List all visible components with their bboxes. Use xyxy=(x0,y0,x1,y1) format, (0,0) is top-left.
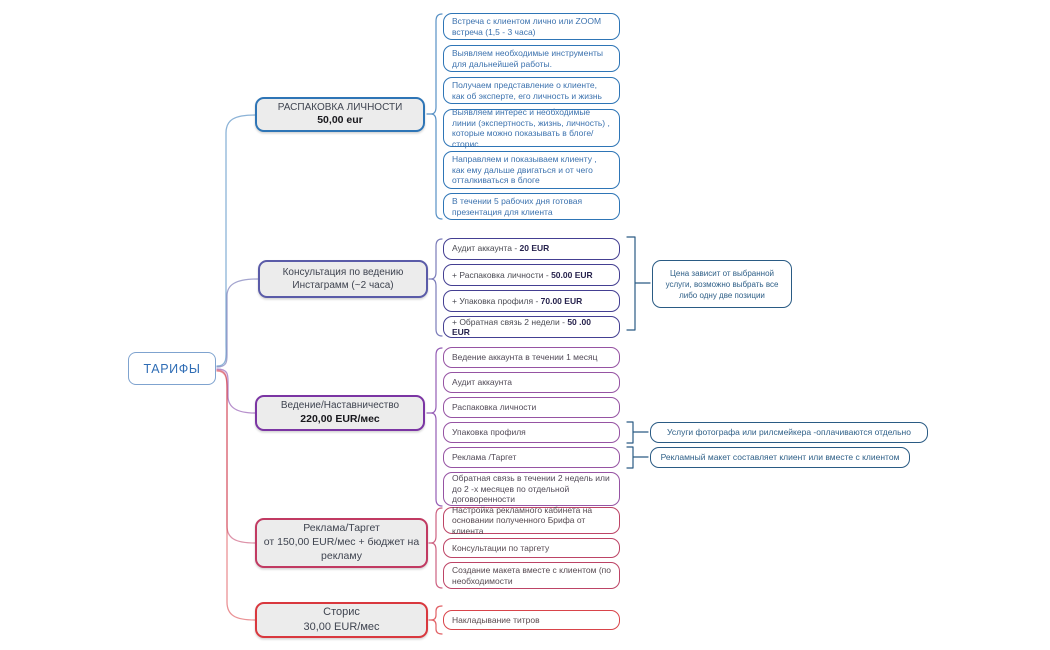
branch-price: 50,00 eur xyxy=(317,114,363,127)
child-label: Распаковка личности xyxy=(452,402,537,413)
branch-title: Ведение/Наставничество xyxy=(280,400,400,412)
branch-node-reklama[interactable] xyxy=(255,518,428,568)
connector-root-to-raspakovka xyxy=(217,115,255,366)
bracket-upakovka-note xyxy=(627,422,648,443)
child-item[interactable] xyxy=(443,290,620,312)
child-label: Аудит аккаунта - 20 EUR xyxy=(452,243,550,253)
child-label: Аудит аккаунта xyxy=(452,377,512,388)
brace-storis-children xyxy=(429,606,442,634)
child-item[interactable] xyxy=(443,347,620,368)
child-item[interactable] xyxy=(443,472,620,506)
child-item[interactable] xyxy=(443,193,620,220)
child-label: Ведение аккаунта в течении 1 месяц xyxy=(452,352,598,363)
child-item[interactable] xyxy=(443,538,620,558)
branch-title: Сторис xyxy=(323,606,360,619)
child-item[interactable] xyxy=(443,372,620,393)
child-label: Встреча с клиентом лично или ZOOM встреча (1,5 - 3 часа) xyxy=(452,16,602,37)
child-item[interactable] xyxy=(443,316,620,338)
child-item[interactable] xyxy=(443,422,620,443)
connector-root-to-vedenie xyxy=(217,369,255,413)
branch-price: 220,00 EUR/мес xyxy=(300,412,380,425)
note-box-ad-layout[interactable] xyxy=(650,447,910,468)
child-label: Направляем и показываем клиенту , как ему дальше двигаться и от чего отталкиваться в блоге xyxy=(452,154,597,186)
child-label: Реклама /Таргет xyxy=(452,452,517,463)
child-label: Выявляем интерес и необходимые линии (экспертность, жизнь, личность) , которые можно показывать в блоге/сторис xyxy=(452,107,610,149)
child-item[interactable] xyxy=(443,109,620,147)
child-item[interactable] xyxy=(443,397,620,418)
note-label: Рекламный макет составляет клиент или вместе с клиентом xyxy=(660,452,900,463)
child-item[interactable] xyxy=(443,264,620,286)
branch-node-raspakovka[interactable] xyxy=(255,97,425,132)
brace-konsultacia-children xyxy=(429,239,442,336)
child-label: + Обратная связь 2 недели - 50 .00 EUR xyxy=(452,316,591,337)
brace-reklama-children xyxy=(429,508,442,588)
child-label: Упаковка профиля xyxy=(452,427,526,438)
bracket-konsultacia-note xyxy=(627,237,650,330)
brace-vedenie-children xyxy=(427,348,442,506)
branch-subtitle: 30,00 EUR/мес xyxy=(303,621,380,633)
child-label: Настройка рекламного кабинета на основании полученного Брифа от клиента xyxy=(452,504,593,536)
child-label: В течении 5 рабочих дня готовая презентация для клиента xyxy=(452,196,583,217)
child-label: Накладывание титров xyxy=(452,614,540,625)
branch-title: Реклама/Таргет xyxy=(303,522,380,535)
root-node-tarify[interactable] xyxy=(128,352,216,385)
branch-subtitle: от 150,00 EUR/мес + бюджет на рекламу xyxy=(263,536,420,562)
bracket-target-note xyxy=(627,447,648,468)
note-box-photographer[interactable] xyxy=(650,422,928,443)
branch-title: Консультация по ведению Инстаграмм (~2 часа) xyxy=(282,266,404,291)
child-item[interactable] xyxy=(443,238,620,260)
child-label: + Упаковка профиля - 70.00 EUR xyxy=(452,295,583,306)
brace-raspakovka-children xyxy=(427,14,442,219)
child-label: + Распаковка личности - 50.00 EUR xyxy=(452,269,593,280)
child-label: Получаем представление о клиенте, как об эксперте, его личность и жизнь xyxy=(452,80,602,101)
branch-node-vedenie[interactable] xyxy=(255,395,425,431)
child-item[interactable] xyxy=(443,504,620,536)
child-label: Обратная связь в течении 2 недель или до 2 -х месяцев по отдельной договоренности xyxy=(452,473,610,505)
connector-root-to-storis xyxy=(217,371,255,620)
child-label: Выявляем необходимые инструменты для дальнейшей работы. xyxy=(452,48,604,69)
child-item[interactable] xyxy=(443,610,620,630)
note-box-price-depends[interactable] xyxy=(652,260,792,308)
connector-root-to-konsultacia xyxy=(217,279,258,367)
child-item[interactable] xyxy=(443,13,620,40)
branch-title: РАСПАКОВКА ЛИЧНОСТИ xyxy=(277,101,403,113)
child-label: Консультации по таргету xyxy=(452,542,550,553)
child-item[interactable] xyxy=(443,447,620,468)
connector-root-to-reklama xyxy=(217,370,255,543)
child-item[interactable] xyxy=(443,45,620,72)
root-label: ТАРИФЫ xyxy=(143,361,201,376)
branch-node-storis[interactable] xyxy=(255,602,428,638)
child-item[interactable] xyxy=(443,77,620,104)
note-label: Цена зависит от выбранной услуги, возможно выбрать все либо одну две позиции xyxy=(665,268,779,300)
branch-node-konsultacia[interactable] xyxy=(258,260,428,298)
note-label: Услуги фотографа или рилсмейкера -оплачиваются отдельно xyxy=(667,427,911,438)
child-item[interactable] xyxy=(443,151,620,189)
child-item[interactable] xyxy=(443,562,620,589)
child-label: Создание макета вместе с клиентом (по необходимости xyxy=(452,565,611,586)
